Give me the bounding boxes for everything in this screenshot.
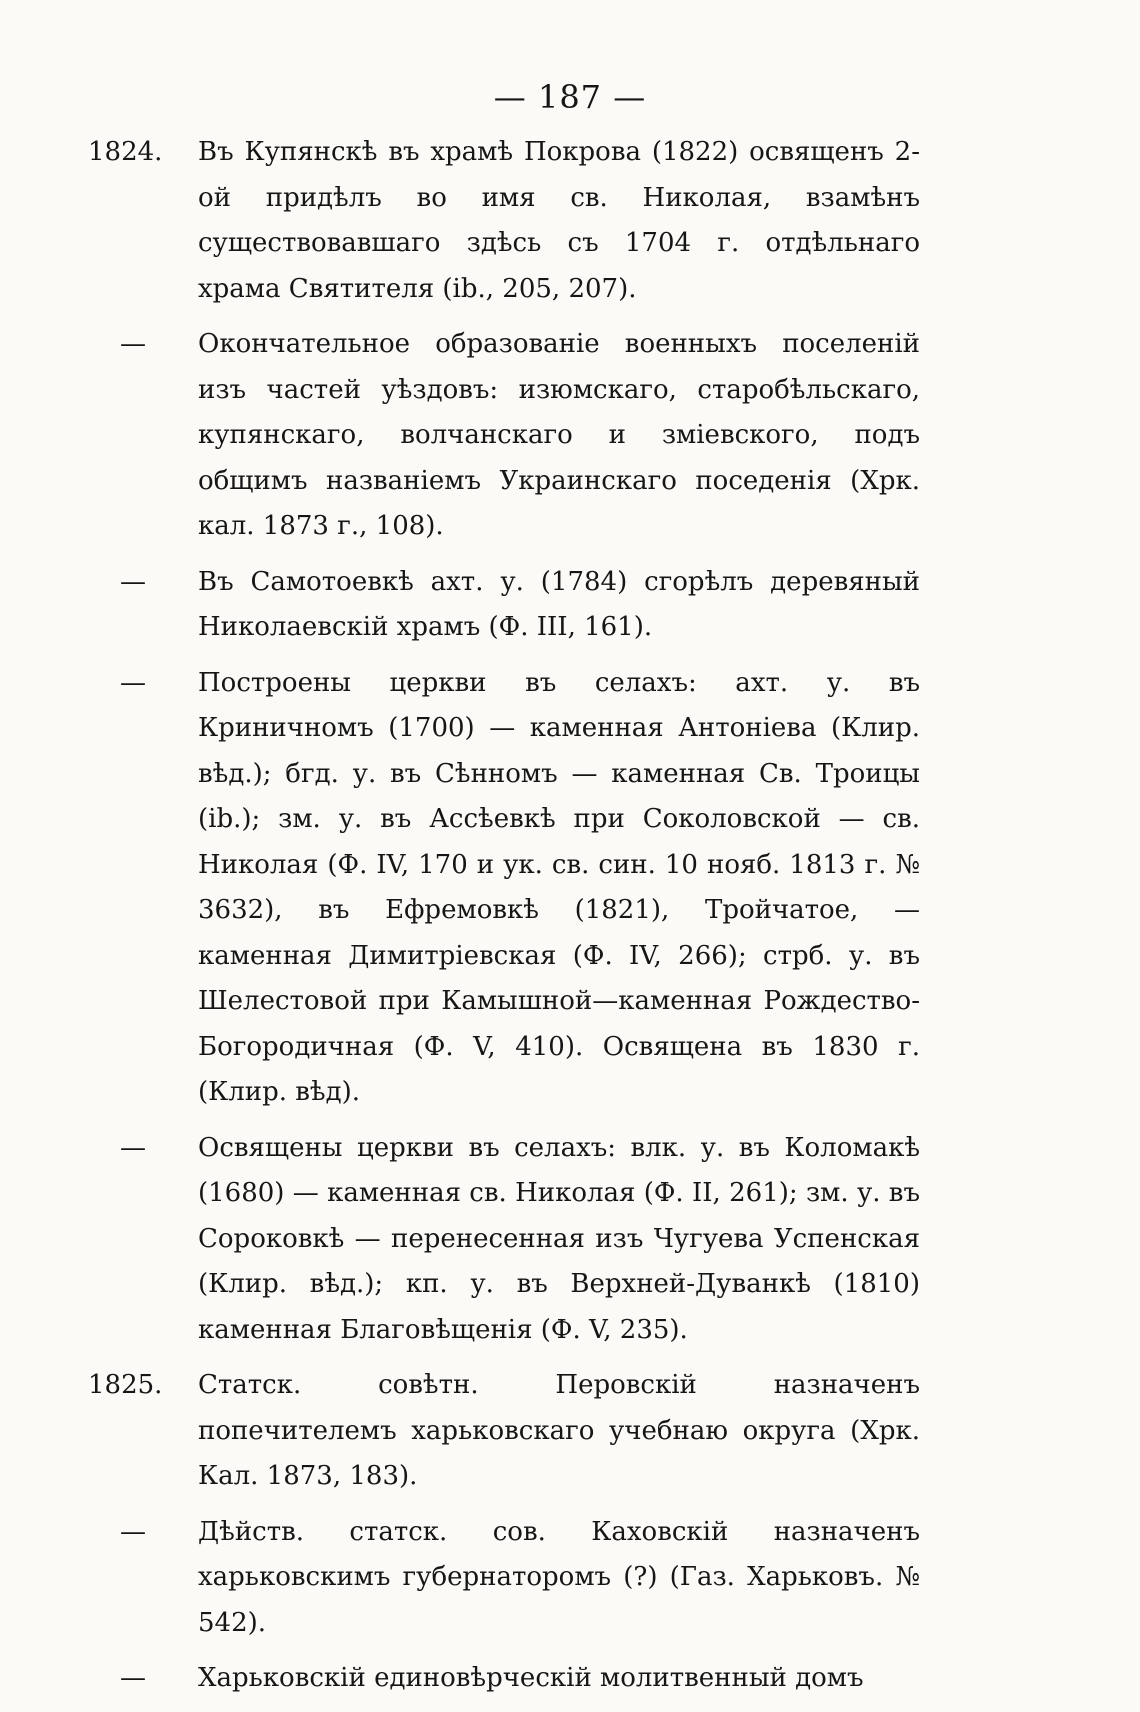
entry-churches-built (80, 661, 920, 1116)
entry-text: Окончательное образованіе военныхъ поселеній изъ частей уѣздовъ: изюмскаго, старобѣльскаго, купянскаго, волчанскаго и змiевского, подъ общимъ названiемъ Украинскаго поседенiя (Хрк. кал. 1873 г., 108). (198, 329, 920, 541)
entry-text: Въ Купянскѣ въ храмѣ Покрова (1822) освященъ 2-ой придѣлъ во имя св. Николая, взамѣнъ существовавшаго здѣсь съ 1704 г. отдѣльнаго храма Святителя (ib., 205, 207). (198, 137, 920, 304)
entry-1825-perovsky (80, 1363, 920, 1500)
entry-dash: — (120, 667, 146, 698)
entry-year: 1825. (88, 1370, 163, 1400)
entry-dash: — (120, 1516, 146, 1547)
entry-dash: — (120, 329, 146, 359)
entry-samotoevka (80, 560, 920, 651)
entry-year: 1824. (88, 137, 163, 167)
entry-dash: — (120, 1132, 146, 1163)
entry-text: Въ Самотоевкѣ ахт. у. (1784) сгорѣлъ деревяный Николаевскій храмъ (Ф. III, 161). (198, 566, 920, 642)
entry-prayer-house (80, 1656, 920, 1702)
entry-text: Харьковскій единовѣрческій молитвенный домъ (198, 1663, 864, 1693)
entry-churches-consecrated (80, 1126, 920, 1354)
entry-kakhovsky (80, 1510, 920, 1647)
entry-text: Освящены церкви въ селахъ: влк. у. въ Коломакѣ (1680) — каменная св. Николая (Ф. II, 261); зм. у. въ Сороковкѣ — перенесенная изъ Чугуева Успенская (Клир. вѣд.); кп. у. въ Верхней-Дуванкѣ (1810) каменная Благовѣщенія (Ф. V, 235). (198, 1132, 920, 1345)
page-number: — 187 — (493, 78, 647, 116)
entry-dash: — (120, 566, 146, 597)
entry-text: Построены церкви въ селахъ: ахт. у. въ Криничномъ (1700) — каменная Антоніева (Клир. вѣд.); бгд. у. въ Сѣнномъ — каменная Св. Троицы (ib.); зм. у. въ Ассѣевкѣ при Соколовской — св. Николая (Ф. IV, 170 и ук. св. син. 10 нояб. 1813 г. № 3632), въ Ефремовкѣ (1821), Тройчатое, — каменная Димитріевская (Ф. IV, 266); стрб. у. въ Шелестовой при Камышной—каменная Рождество-Богородичная (Ф. V, 410). Освящена въ 1830 г. (Клир. вѣд). (198, 667, 920, 1107)
chronicle-entries (80, 130, 920, 1712)
entry-text: Статск. совѣтн. Перовскій назначенъ попечителемъ харьковскаго учебнаю округа (Хрк. Кал. 1873, 183). (198, 1370, 920, 1491)
entry-text: Дѣйств. статск. сов. Каховскій назначенъ харьковскимъ губернаторомъ (?) (Газ. Харьковъ. № 542). (198, 1516, 920, 1638)
entry-1824-kupyansk (80, 130, 920, 312)
entry-dash: — (120, 1663, 146, 1693)
entry-military-settlements (80, 322, 920, 550)
